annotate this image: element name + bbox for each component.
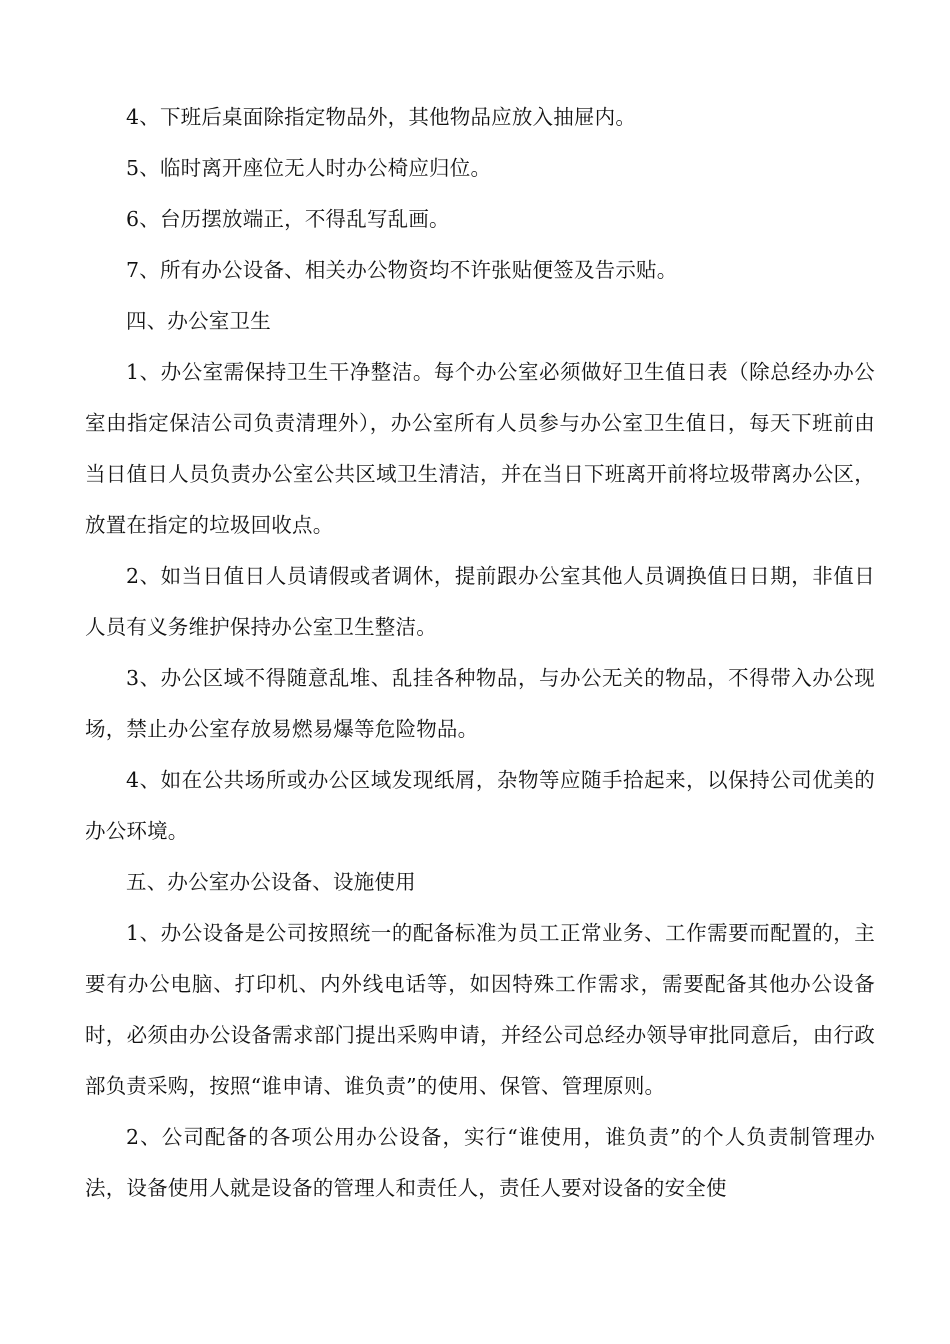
paragraph-item-5-chair: 5、临时离开座位无人时办公椅应归位。 xyxy=(126,156,492,180)
paragraph-item-4-desk: 4、下班后桌面除指定物品外，其他物品应放入抽屉内。 xyxy=(126,105,637,129)
paragraph-item-7-sticky-notes: 7、所有办公设备、相关办公物资均不许张贴便签及告示贴。 xyxy=(126,258,678,282)
paragraph-hygiene-4: 4、如在公共场所或办公区域发现纸屑，杂物等应随手拾起来，以保持公司优美的办公环境。 xyxy=(85,768,875,843)
section-heading-office-hygiene: 四、办公室卫生 xyxy=(126,309,271,333)
paragraph-equipment-1: 1、办公设备是公司按照统一的配备标准为员工正常业务、工作需要而配置的，主要有办公电脑、打印机、内外线电话等，如因特殊工作需求，需要配备其他办公设备时，必须由办公设备需求部门提出采购申请，并经公司总经办领导审批同意后，由行政部负责采购，按照“谁申请、谁负责”的使用、保管、管理原则。 xyxy=(85,921,875,1098)
paragraph-equipment-2: 2、公司配备的各项公用办公设备，实行“谁使用，谁负责”的个人负责制管理办法，设备使用人就是设备的管理人和责任人，责任人要对设备的安全使 xyxy=(85,1125,875,1200)
paragraph-hygiene-1: 1、办公室需保持卫生干净整洁。每个办公室必须做好卫生值日表（除总经办办公室由指定保洁公司负责清理外），办公室所有人员参与办公室卫生值日，每天下班前由当日值日人员负责办公室公共区域卫生清洁，并在当日下班离开前将垃圾带离办公区，放置在指定的垃圾回收点。 xyxy=(85,360,875,537)
section-heading-office-equipment: 五、办公室办公设备、设施使用 xyxy=(126,870,416,894)
paragraph-item-6-calendar: 6、台历摆放端正，不得乱写乱画。 xyxy=(126,207,450,231)
document-body xyxy=(85,92,875,1214)
paragraph-hygiene-3: 3、办公区域不得随意乱堆、乱挂各种物品，与办公无关的物品，不得带入办公现场，禁止办公室存放易燃易爆等危险物品。 xyxy=(85,666,875,741)
paragraph-hygiene-2: 2、如当日值日人员请假或者调休，提前跟办公室其他人员调换值日日期，非值日人员有义务维护保持办公室卫生整洁。 xyxy=(85,564,875,639)
